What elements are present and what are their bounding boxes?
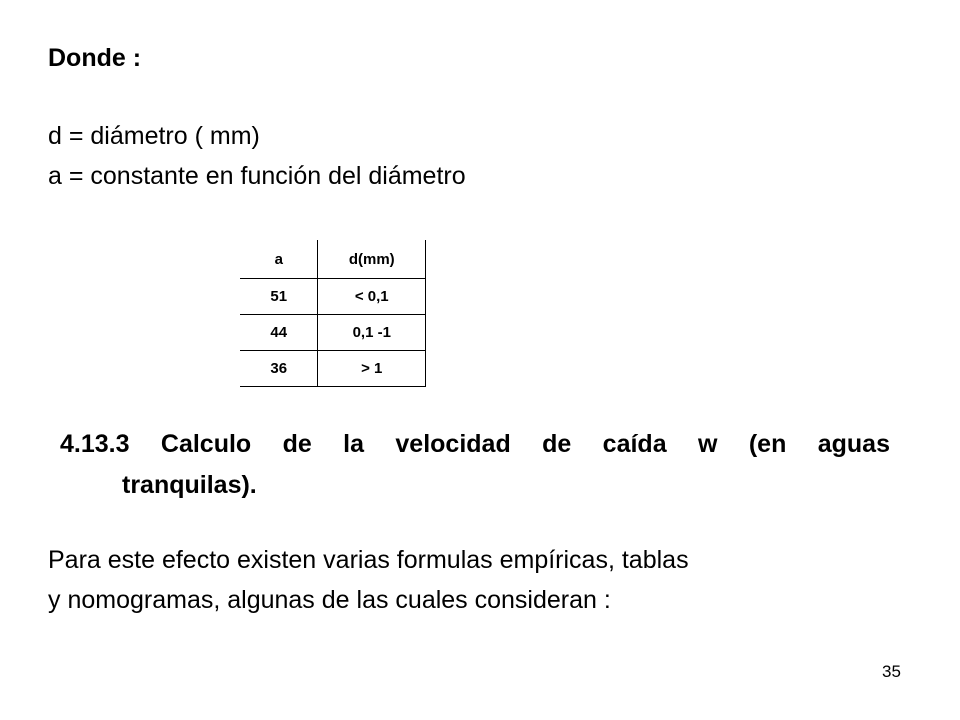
table-cell-a: 44 [240,315,318,351]
table-header-d: d(mm) [318,240,426,279]
heading-donde: Donde : [48,44,142,72]
paragraph-line2: y nomogramas, algunas de las cuales consideran : [48,586,611,614]
table-row [240,279,426,315]
table-cell-d: > 1 [318,351,426,387]
section-title-line1: 4.13.3 Calculo de la velocidad de caída w (en aguas [60,430,890,458]
table-cell-d: 0,1 -1 [318,315,426,351]
paragraph-line1: Para este efecto existen varias formulas empíricas, tablas [48,546,689,574]
table-row [240,315,426,351]
definition-a: a = constante en función del diámetro [48,162,466,190]
table-header-row [240,240,426,279]
section-title-line2: tranquilas). [122,471,257,499]
table-cell-a: 36 [240,351,318,387]
page-number: 35 [882,662,901,681]
table-cell-a: 51 [240,279,318,315]
definition-d: d = diámetro ( mm) [48,122,260,150]
diameter-constant-table [240,240,426,387]
table-header-a: a [240,240,318,279]
table-row [240,351,426,387]
table-cell-d: < 0,1 [318,279,426,315]
